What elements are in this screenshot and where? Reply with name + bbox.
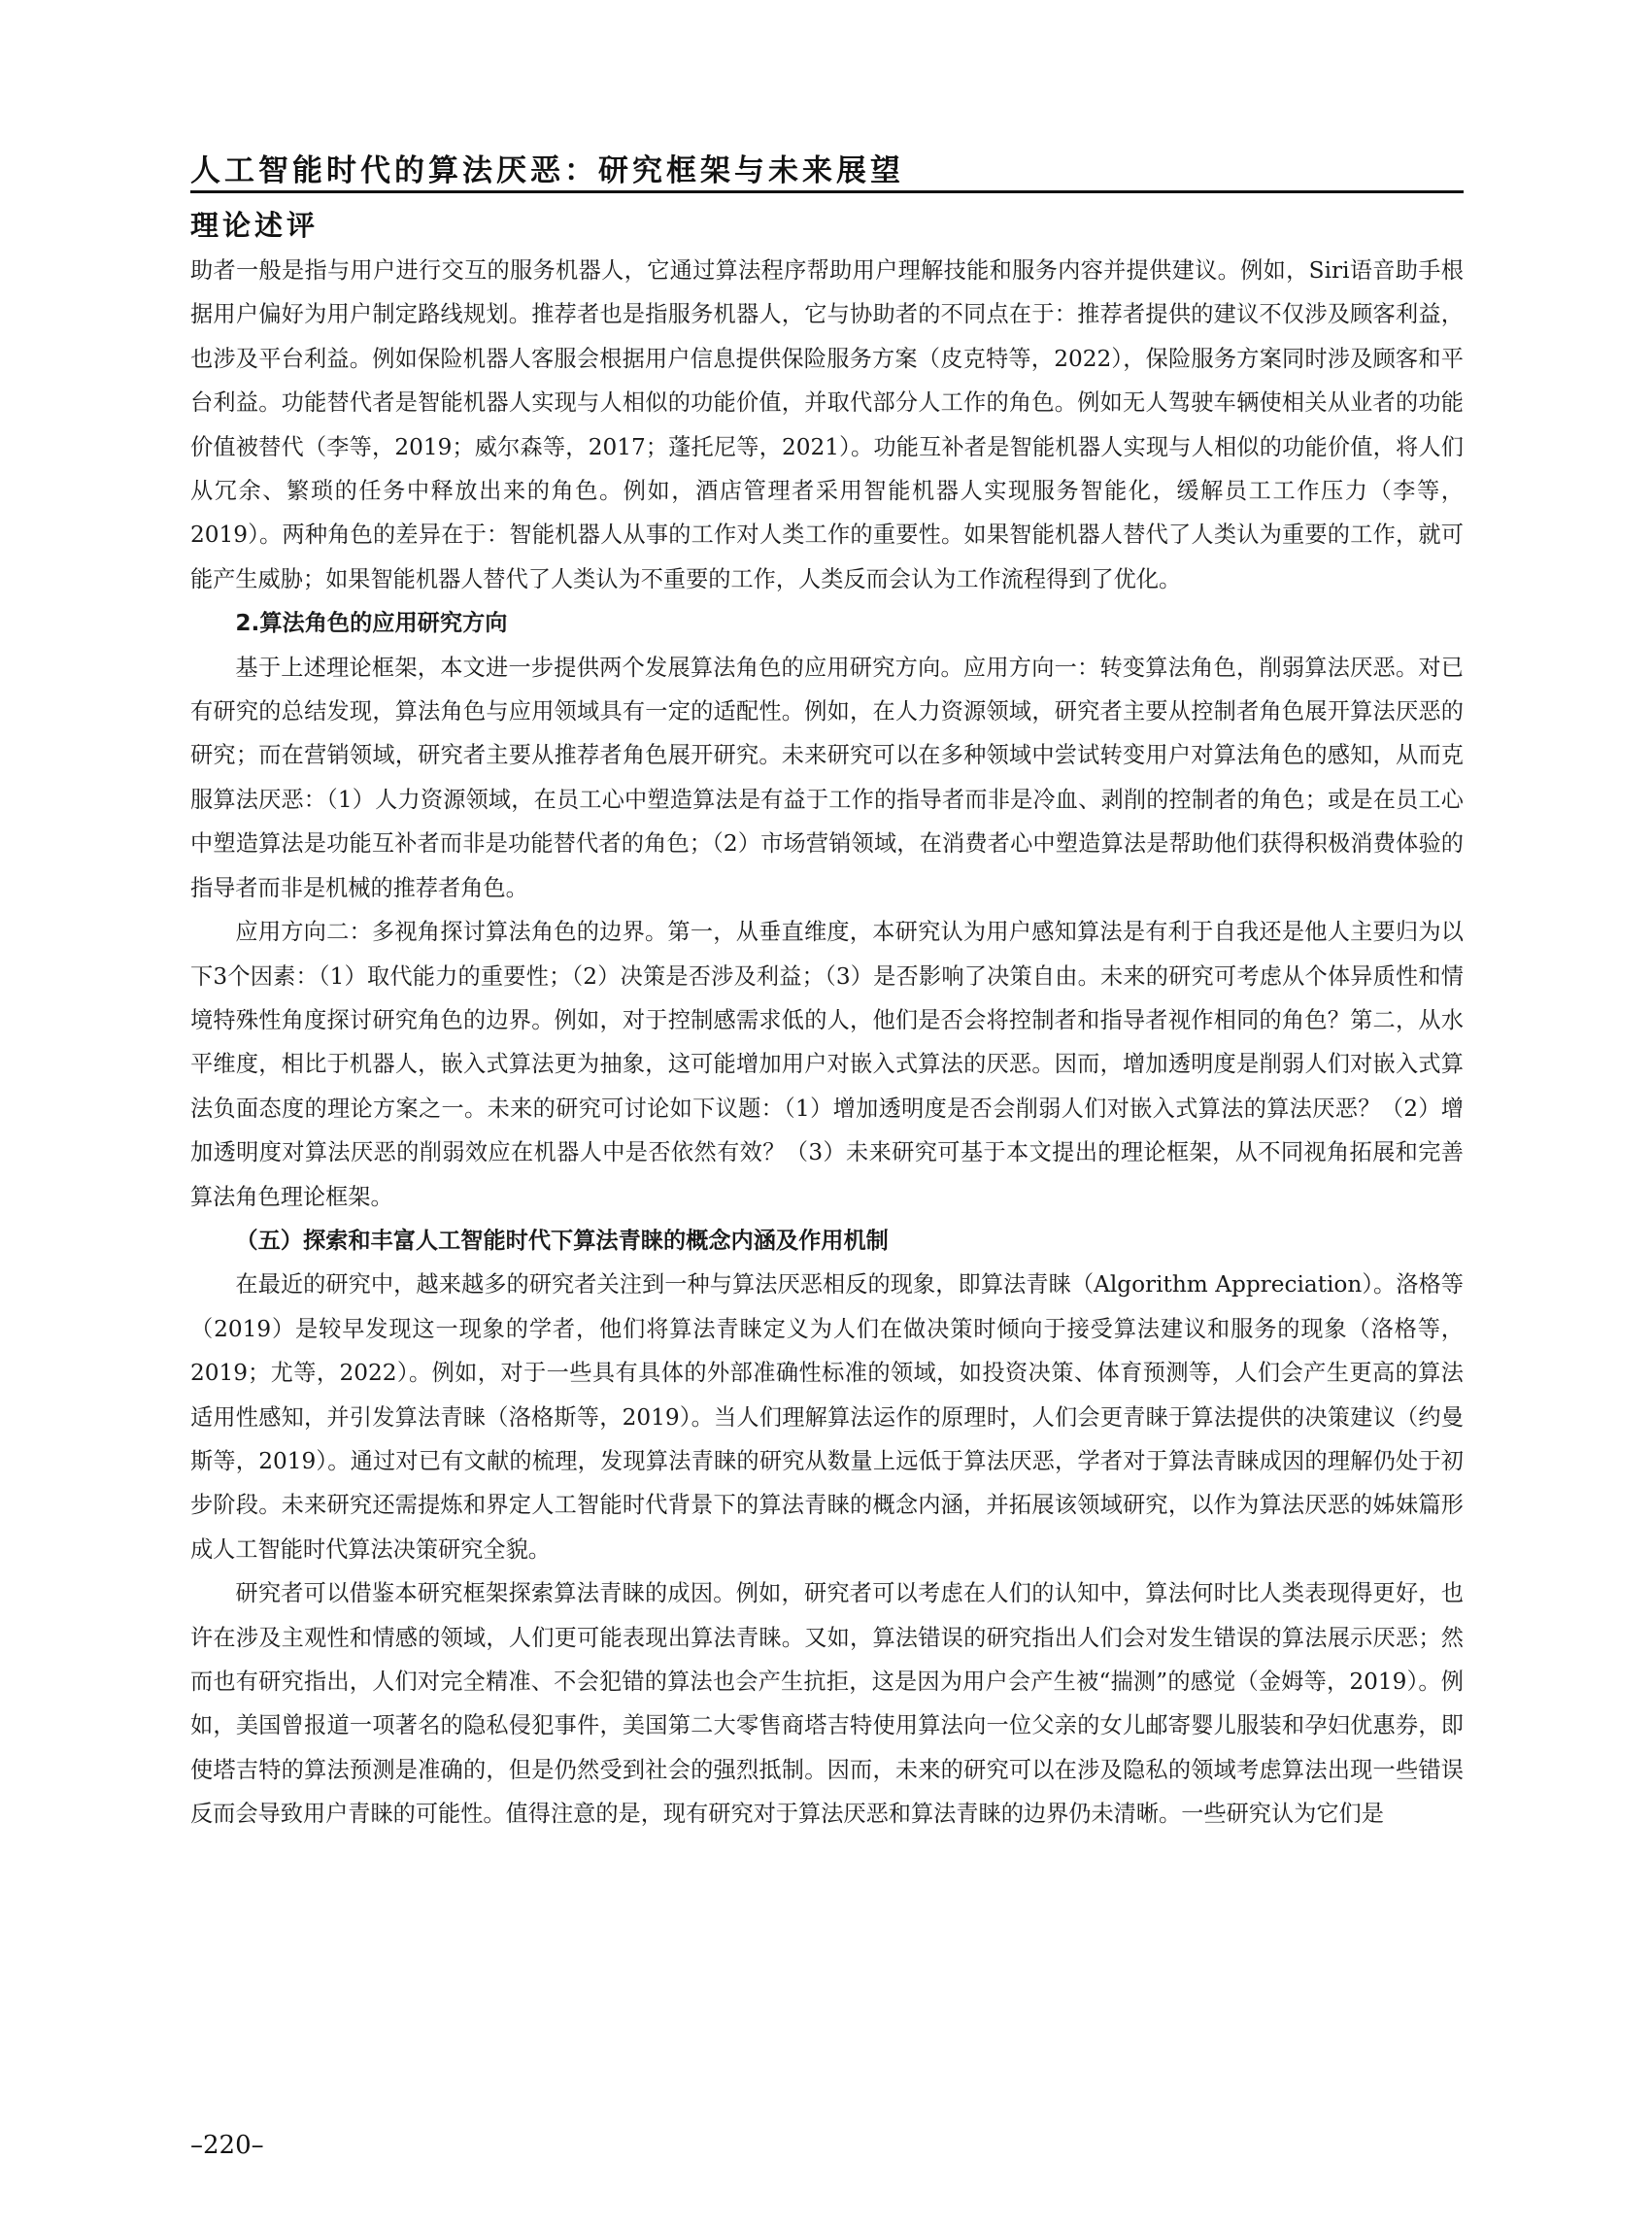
paragraph: 在最近的研究中，越来越多的研究者关注到一种与算法厌恶相反的现象，即算法青睐（Algorithm Appreciation）。洛格等（2019）是较早发现这一现象的学者，他们将算法青睐定义为人们在做决策时倾向于接受算法建议和服务的现象（洛格等，2019；尤等，2022）。例如，对于一些具有具体的外部准确性标准的领域，如投资决策、体育预测等，人们会产生更高的算法适用性感知，并引发算法青睐（洛格斯等，2019）。当人们理解算法运作的原理时，人们会更青睐于算法提供的决策建议（约曼斯等，2019）。通过对已有文献的梳理，发现算法青睐的研究从数量上远低于算法厌恶，学者对于算法青睐成因的理解仍处于初步阶段。未来研究还需提炼和界定人工智能时代背景下的算法青睐的概念内涵，并拓展该领域研究，以作为算法厌恶的姊妹篇形成人工智能时代算法决策研究全貌。 [190,1271,1464,1563]
paragraph: 应用方向二：多视角探讨算法角色的边界。第一，从垂直维度，本研究认为用户感知算法是有利于自我还是他人主要归为以下3个因素：（1）取代能力的重要性；（2）决策是否涉及利益；（3）是否影响了决策自由。未来的研究可考虑从个体异质性和情境特殊性角度探讨研究角色的边界。例如，对于控制感需求低的人，他们是否会将控制者和指导者视作相同的角色？第二，从水平维度，相比于机器人，嵌入式算法更为抽象，这可能增加用户对嵌入式算法的厌恶。因而，增加透明度是削弱人们对嵌入式算法负面态度的理论方案之一。未来的研究可讨论如下议题：（1）增加透明度是否会削弱人们对嵌入式算法的算法厌恶？（2）增加透明度对算法厌恶的削弱效应在机器人中是否依然有效？（3）未来研究可基于本文提出的理论框架，从不同视角拓展和完善算法角色理论框架。 [190,919,1464,1210]
section-tag: 理论述评 [190,209,320,242]
paragraph: 研究者可以借鉴本研究框架探索算法青睐的成因。例如，研究者可以考虑在人们的认知中，算法何时比人类表现得更好，也许在涉及主观性和情感的领域，人们更可能表现出算法青睐。又如，算法错误的研究指出人们会对发生错误的算法展示厌恶；然而也有研究指出，人们对完全精准、不会犯错的算法也会产生抗拒，这是因为用户会产生被“揣测”的感觉（金姆等，2019）。例如，美国曾报道一项著名的隐私侵犯事件，美国第二大零售商塔吉特使用算法向一位父亲的女儿邮寄婴儿服装和孕妇优惠券，即使塔吉特的算法预测是准确的，但是仍然受到社会的强烈抵制。因而，未来的研究可以在涉及隐私的领域考虑算法出现一些错误反而会导致用户青睐的可能性。值得注意的是，现有研究对于算法厌恶和算法青睐的边界仍未清晰。一些研究认为它们是 [190,1580,1464,1828]
page-number: –220– [190,2131,264,2160]
subheading-application-directions: 2.算法角色的应用研究方向 [235,610,508,637]
body-text [190,249,1464,1837]
paragraph-continued: 助者一般是指与用户进行交互的服务机器人，它通过算法程序帮助用户理解技能和服务内容并提供建议。例如，Siri语音助手根据用户偏好为用户制定路线规划。推荐者也是指服务机器人，它与协助者的不同点在于：推荐者提供的建议不仅涉及顾客利益，也涉及平台利益。例如保险机器人客服会根据用户信息提供保险服务方案（皮克特等，2022），保险服务方案同时涉及顾客和平台利益。功能替代者是智能机器人实现与人相似的功能价值，并取代部分人工作的角色。例如无人驾驶车辆使相关从业者的功能价值被替代（李等，2019；威尔森等，2017；蓬托尼等，2021）。功能互补者是智能机器人实现与人相似的功能价值，将人们从冗余、繁琐的任务中释放出来的角色。例如，酒店管理者采用智能机器人实现服务智能化，缓解员工工作压力（李等，2019）。两种角色的差异在于：智能机器人从事的工作对人类工作的重要性。如果智能机器人替代了人类认为重要的工作，就可能产生威胁；如果智能机器人替代了人类认为不重要的工作，人类反而会认为工作流程得到了优化。 [190,257,1464,592]
paragraph: 基于上述理论框架，本文进一步提供两个发展算法角色的应用研究方向。应用方向一：转变算法角色，削弱算法厌恶。对已有研究的总结发现，算法角色与应用领域具有一定的适配性。例如，在人力资源领域，研究者主要从控制者角色展开算法厌恶的研究；而在营销领域，研究者主要从推荐者角色展开研究。未来研究可以在多种领域中尝试转变用户对算法角色的感知，从而克服算法厌恶：（1）人力资源领域，在员工心中塑造算法是有益于工作的指导者而非是冷血、剥削的控制者的角色；或是在员工心中塑造算法是功能互补者而非是功能替代者的角色；（2）市场营销领域，在消费者心中塑造算法是帮助他们获得积极消费体验的指导者而非是机械的推荐者角色。 [190,654,1464,901]
subheading-algorithm-appreciation: （五）探索和丰富人工智能时代下算法青睐的概念内涵及作用机制 [235,1227,889,1254]
running-title: 人工智能时代的算法厌恶：研究框架与未来展望 [190,153,904,188]
header-rule [190,190,1464,193]
